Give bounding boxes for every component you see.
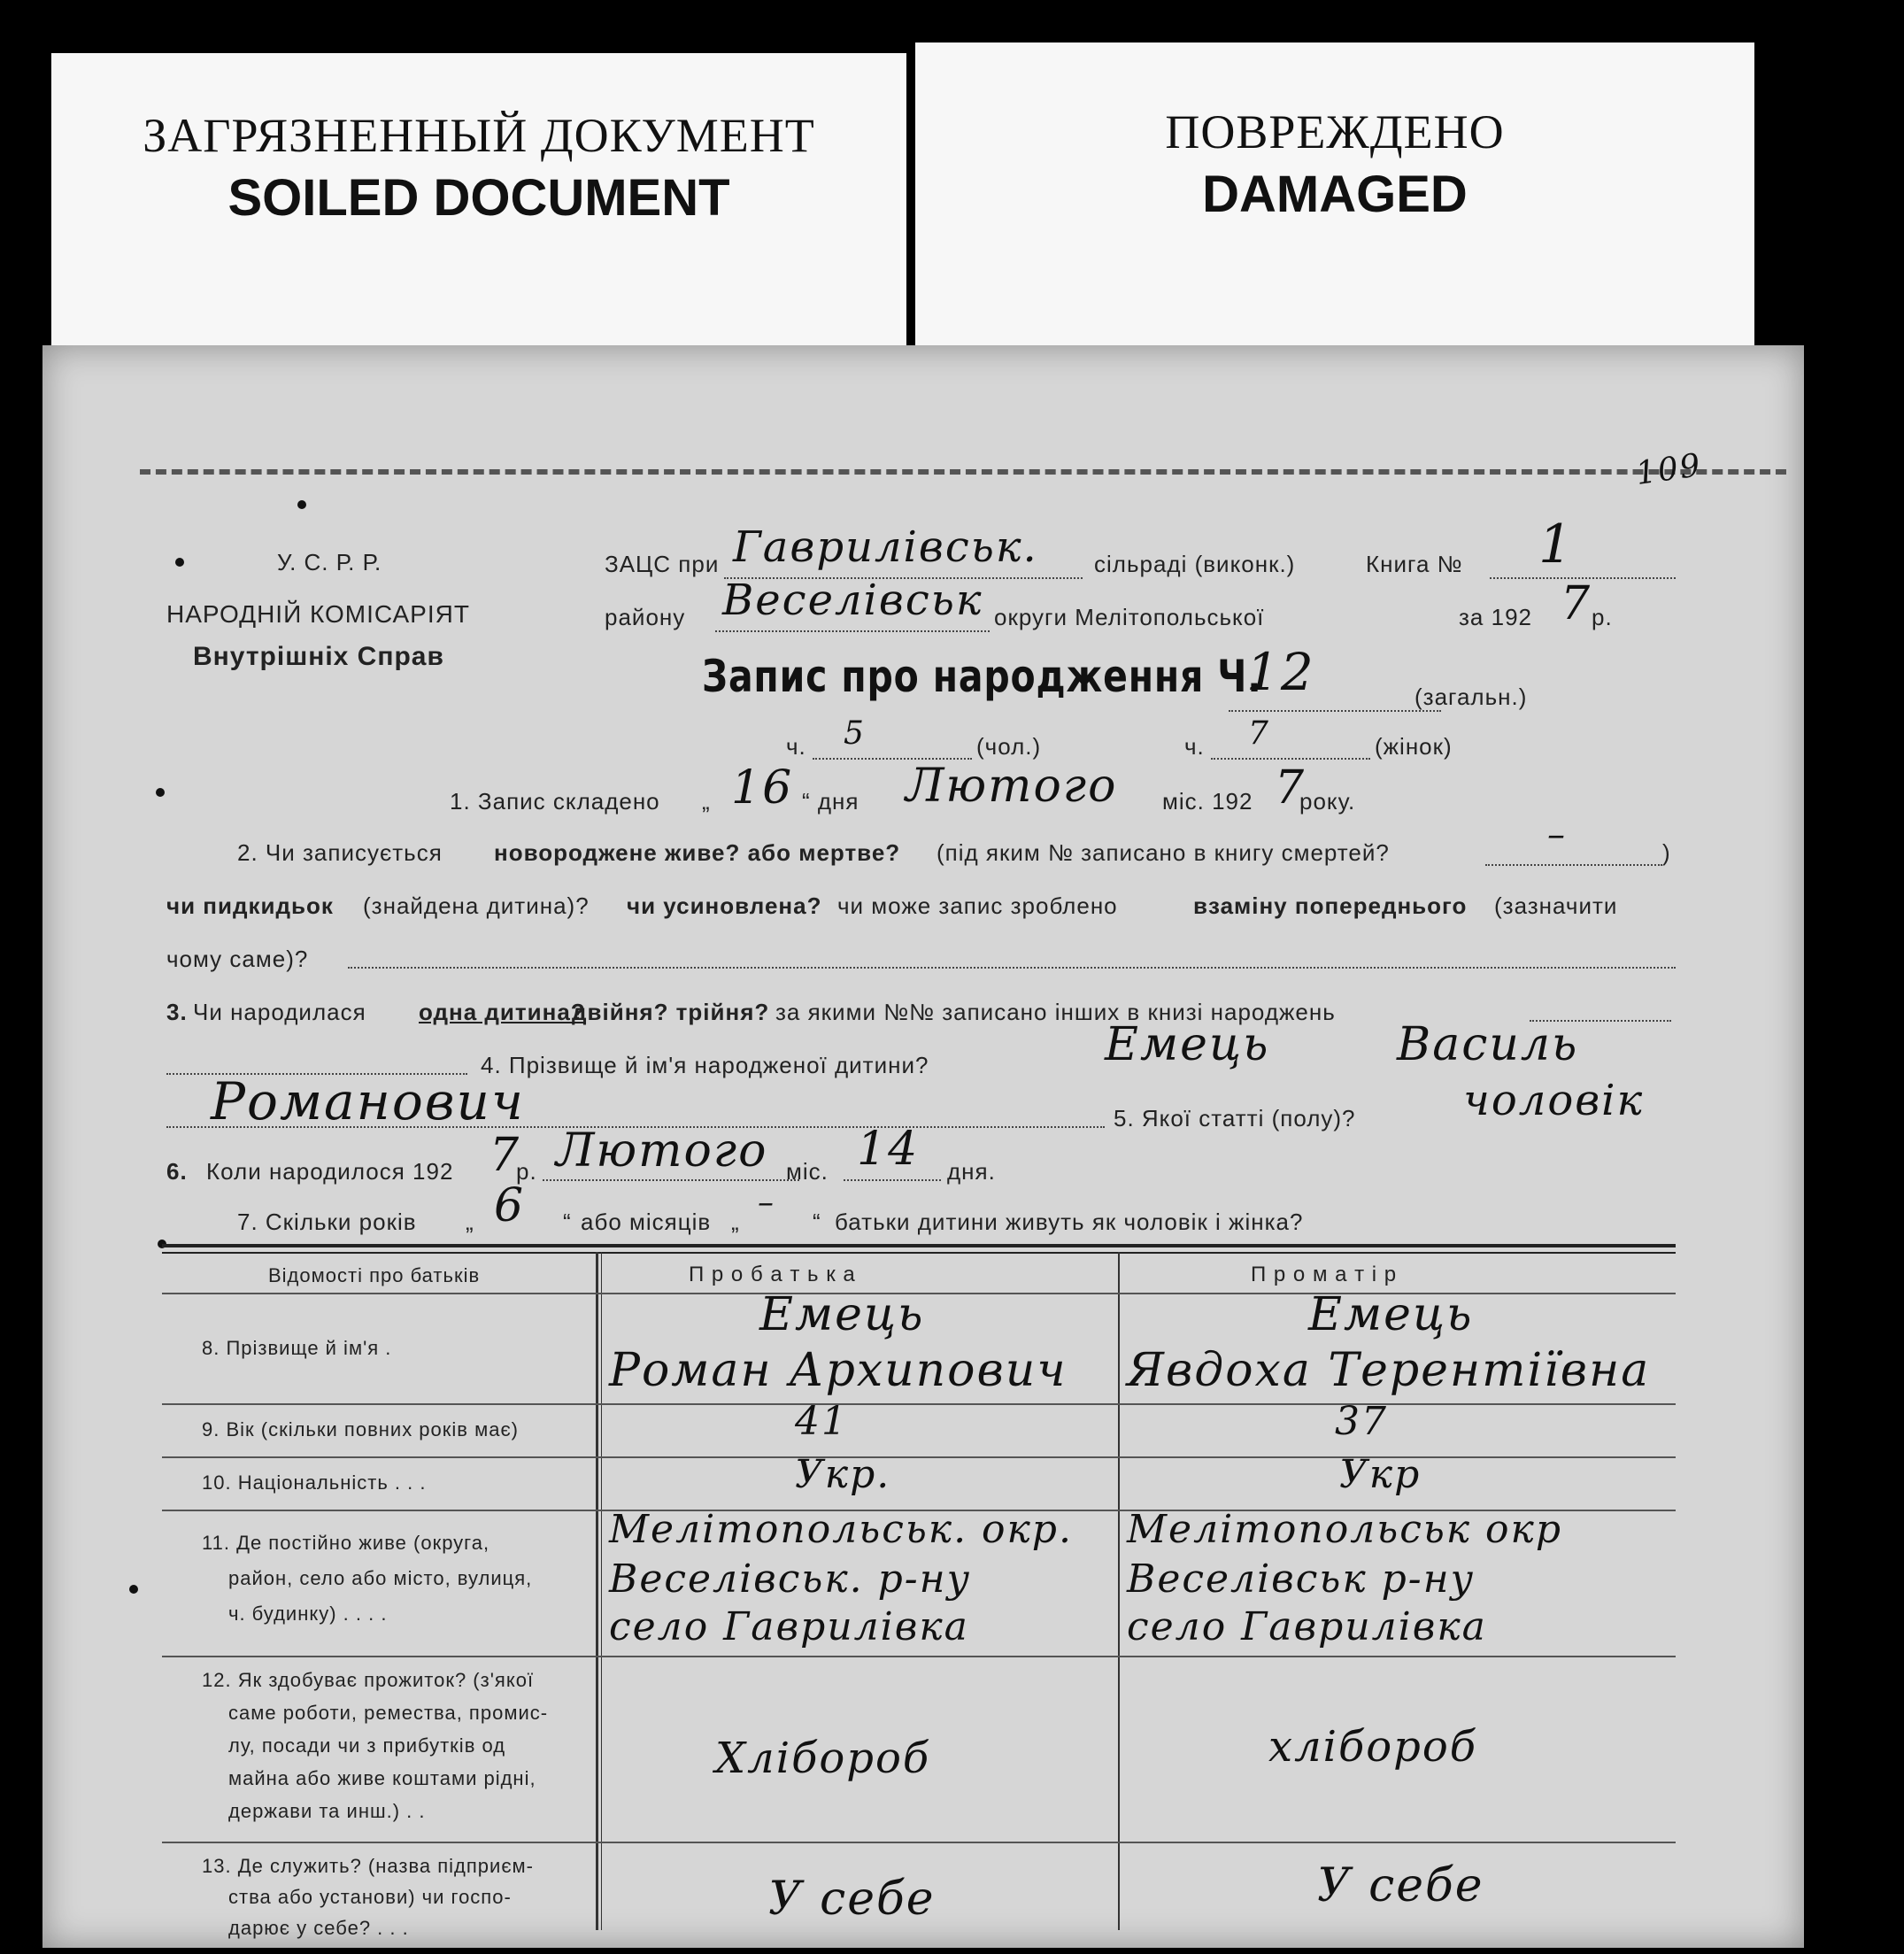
female-count-handwritten: 7 bbox=[1248, 715, 1270, 752]
child-surname-handwritten: Емець bbox=[1105, 1018, 1270, 1071]
father-surname-handwritten: Емець bbox=[759, 1288, 925, 1341]
row9-label: 9. Вік (скільки повних років має) bbox=[202, 1418, 520, 1440]
mother-address-3-handwritten: село Гаврилівка bbox=[1127, 1604, 1487, 1649]
table-header-info: Відомості про батьків bbox=[268, 1264, 481, 1286]
months-label: або місяців bbox=[581, 1209, 712, 1235]
record-title: Запис про народження Ч. bbox=[702, 651, 1262, 702]
mother-address-2-handwritten: Веселівськ р-ну bbox=[1127, 1556, 1476, 1602]
record-day-handwritten: 16 bbox=[731, 761, 794, 815]
item6-number: 6. bbox=[166, 1158, 188, 1185]
district-handwritten: Веселівськ bbox=[722, 575, 983, 625]
item2-line2e: взаміну попереднього bbox=[1193, 892, 1468, 919]
item6-label: Коли народилося 192 bbox=[206, 1158, 454, 1185]
mother-address-1-handwritten: Мелітопольськ окр bbox=[1127, 1507, 1562, 1552]
father-age-handwritten: 41 bbox=[795, 1399, 848, 1444]
item2-line3: чому саме)? bbox=[166, 946, 309, 972]
father-name-handwritten: Роман Архипович bbox=[609, 1344, 1068, 1397]
item2-line2b: (знайдена дитина)? bbox=[363, 892, 590, 919]
mother-name-handwritten: Явдоха Терентіївна bbox=[1127, 1344, 1651, 1397]
day-label: дня. bbox=[947, 1158, 996, 1185]
dotted-line bbox=[1211, 758, 1370, 760]
quote-open: „ bbox=[731, 1209, 740, 1235]
item1-label: 1. Запис складено bbox=[450, 788, 660, 815]
item2-line1-close: ) bbox=[1662, 839, 1671, 866]
district-prefix: району bbox=[605, 604, 686, 630]
death-book-value-handwritten: – bbox=[1547, 815, 1567, 855]
father-occupation-handwritten: Хлібороб bbox=[715, 1734, 931, 1783]
table-header-mother: П р о м а т і р bbox=[1251, 1263, 1398, 1286]
day-label: “ дня bbox=[802, 788, 859, 815]
month-label: міс. 192 bbox=[1162, 788, 1253, 815]
table-column-divider-inner bbox=[601, 1252, 602, 1930]
mother-workplace-handwritten: У себе bbox=[1317, 1859, 1484, 1912]
table-row-divider bbox=[162, 1842, 1676, 1843]
item4-label: 4. Прізвище й ім'я народженої дитини? bbox=[481, 1052, 929, 1078]
row12-label-5: держави та инш.) . . bbox=[228, 1800, 426, 1822]
ch-label: ч. bbox=[786, 733, 806, 760]
dotted-line bbox=[715, 630, 990, 632]
item3-number: 3. bbox=[166, 999, 188, 1025]
soiled-label-en: SOILED DOCUMENT bbox=[227, 169, 730, 227]
row10-label: 10. Національність . . . bbox=[202, 1471, 427, 1494]
district-suffix: округи Мелітопольської bbox=[994, 604, 1265, 630]
item2-line1a: 2. Чи записується bbox=[237, 839, 443, 866]
male-count-handwritten: 5 bbox=[844, 715, 866, 752]
table-column-divider bbox=[596, 1252, 598, 1930]
item2-line2c: чи усиновлена? bbox=[627, 892, 822, 919]
item2-line1b: новороджене живе? або мертве? bbox=[494, 839, 901, 866]
year-suffix: р. bbox=[1592, 604, 1613, 630]
ch-label: ч. bbox=[1184, 733, 1205, 760]
item2-line2d: чи може запис зроблено bbox=[837, 892, 1118, 919]
general-label: (загальн.) bbox=[1415, 684, 1528, 710]
table-top-border bbox=[162, 1244, 1676, 1247]
row11-label-3: ч. будинку) . . . . bbox=[228, 1603, 388, 1625]
punch-hole bbox=[175, 558, 184, 567]
item3-single-child: одна дитина? bbox=[419, 999, 586, 1025]
punch-hole bbox=[156, 788, 165, 797]
punch-hole bbox=[129, 1585, 138, 1594]
quote-open: „ bbox=[466, 1209, 474, 1235]
year-label: за 192 bbox=[1459, 604, 1532, 630]
book-number-handwritten: 1 bbox=[1538, 514, 1575, 575]
child-patronymic-handwritten: Романович bbox=[211, 1071, 525, 1131]
male-label: (чол.) bbox=[976, 733, 1042, 760]
perforation-line bbox=[140, 469, 1786, 475]
quote-close: “ bbox=[813, 1209, 821, 1235]
item2-line1c: (під яким № записано в книгу смертей? bbox=[937, 839, 1390, 866]
row8-label: 8. Прізвище й ім'я . bbox=[202, 1337, 392, 1359]
mother-surname-handwritten: Емець bbox=[1308, 1288, 1474, 1341]
row13-label-1: 13. Де служить? (назва підприєм- bbox=[202, 1855, 535, 1877]
item2-line2a: чи пидкидьок bbox=[166, 892, 334, 919]
father-nationality-handwritten: Укр. bbox=[795, 1452, 891, 1497]
dotted-line bbox=[1229, 710, 1441, 712]
row11-label-2: район, село або місто, вулиця, bbox=[228, 1567, 533, 1589]
record-year-digit-handwritten: 7 bbox=[1275, 761, 1307, 815]
years-together-handwritten: 6 bbox=[494, 1179, 526, 1232]
table-row-divider bbox=[162, 1456, 1676, 1458]
dotted-line bbox=[543, 1179, 799, 1181]
item7-label: 7. Скільки років bbox=[237, 1209, 417, 1235]
usrr-label: У. С. Р. Р. bbox=[277, 549, 382, 575]
row13-label-2: ства або установи) чи госпо- bbox=[228, 1886, 512, 1908]
record-month-handwritten: Лютого bbox=[906, 760, 1118, 813]
zags-village-handwritten: Гаврилівськ. bbox=[733, 522, 1038, 572]
birth-day-handwritten: 14 bbox=[857, 1123, 920, 1176]
birth-record-sheet bbox=[42, 345, 1804, 1948]
punch-hole bbox=[297, 500, 306, 509]
commissariat-label: НАРОДНІЙ КОМІСАРІЯТ bbox=[166, 600, 470, 628]
item2-line2f: (зазначити bbox=[1494, 892, 1618, 919]
father-address-2-handwritten: Веселівськ. р-ну bbox=[609, 1556, 972, 1602]
item3-label: Чи народилася bbox=[193, 999, 366, 1025]
item5-label: 5. Якої статті (полу)? bbox=[1114, 1105, 1356, 1131]
row12-label-4: майна або живе коштами рідні, bbox=[228, 1767, 536, 1789]
birth-year-digit-handwritten: 7 bbox=[489, 1129, 521, 1182]
row12-label-3: лу, посади чи з прибутків од bbox=[228, 1734, 506, 1757]
year-r: р. bbox=[516, 1158, 537, 1185]
zags-suffix: сільраді (виконк.) bbox=[1094, 551, 1296, 577]
dotted-line bbox=[1485, 864, 1662, 866]
record-number-handwritten: 12 bbox=[1246, 642, 1315, 702]
dotted-line bbox=[348, 967, 1676, 969]
item3-tail: за якими №№ записано інших в книзі народжень bbox=[775, 999, 1336, 1025]
soiled-label-ru: ЗАГРЯЗНЕННЫЙ ДОКУМЕНТ bbox=[143, 109, 815, 162]
row11-label-1: 11. Де постійно живе (округа, bbox=[202, 1532, 490, 1554]
book-label: Книга № bbox=[1366, 551, 1463, 577]
father-address-1-handwritten: Мелітопольськ. окр. bbox=[609, 1507, 1073, 1552]
mother-occupation-handwritten: хлібороб bbox=[1268, 1722, 1478, 1772]
damaged-label-ru: ПОВРЕЖДЕНО bbox=[1165, 105, 1505, 158]
months-together-handwritten: – bbox=[758, 1185, 775, 1221]
child-sex-handwritten: чоловік bbox=[1463, 1076, 1645, 1125]
dotted-line bbox=[844, 1179, 941, 1181]
mother-nationality-handwritten: Укр bbox=[1339, 1452, 1422, 1497]
damaged-label-en: DAMAGED bbox=[1202, 166, 1468, 223]
row13-label-3: дарює у себе? . . . bbox=[228, 1917, 409, 1939]
female-label: (жінок) bbox=[1375, 733, 1453, 760]
year-label: року. bbox=[1299, 788, 1356, 815]
page-number: 109 bbox=[1633, 447, 1705, 492]
ministry-label: Внутрішніх Справ bbox=[193, 642, 444, 671]
quote-close: “ bbox=[563, 1209, 572, 1235]
table-row-divider bbox=[162, 1656, 1676, 1657]
birth-month-handwritten: Лютого bbox=[556, 1124, 768, 1178]
table-header-father: П р о б а т ь к а bbox=[689, 1263, 856, 1286]
quote-open: „ bbox=[702, 788, 711, 815]
damaged-document-label bbox=[915, 42, 1754, 357]
mother-age-handwritten: 37 bbox=[1335, 1399, 1388, 1444]
row12-label-1: 12. Як здобуває прожиток? (з'якої bbox=[202, 1669, 535, 1691]
zags-prefix: ЗАЦС при bbox=[605, 551, 720, 577]
table-column-divider bbox=[1118, 1252, 1120, 1930]
item7-tail: батьки дитини живуть як чоловік і жінка? bbox=[835, 1209, 1304, 1235]
table-row-divider bbox=[162, 1403, 1676, 1405]
item3-twins-triplets: двійня? трійня? bbox=[572, 999, 770, 1025]
child-name-handwritten: Василь bbox=[1397, 1018, 1579, 1071]
row12-label-2: саме роботи, ремества, промис- bbox=[228, 1702, 549, 1724]
year-digit-handwritten: 7 bbox=[1561, 577, 1592, 630]
father-address-3-handwritten: село Гаврилівка bbox=[609, 1604, 969, 1649]
month-label: міс. bbox=[786, 1158, 829, 1185]
father-workplace-handwritten: У себе bbox=[768, 1873, 936, 1926]
soiled-document-label bbox=[51, 53, 906, 354]
table-top-border-inner bbox=[162, 1252, 1676, 1254]
